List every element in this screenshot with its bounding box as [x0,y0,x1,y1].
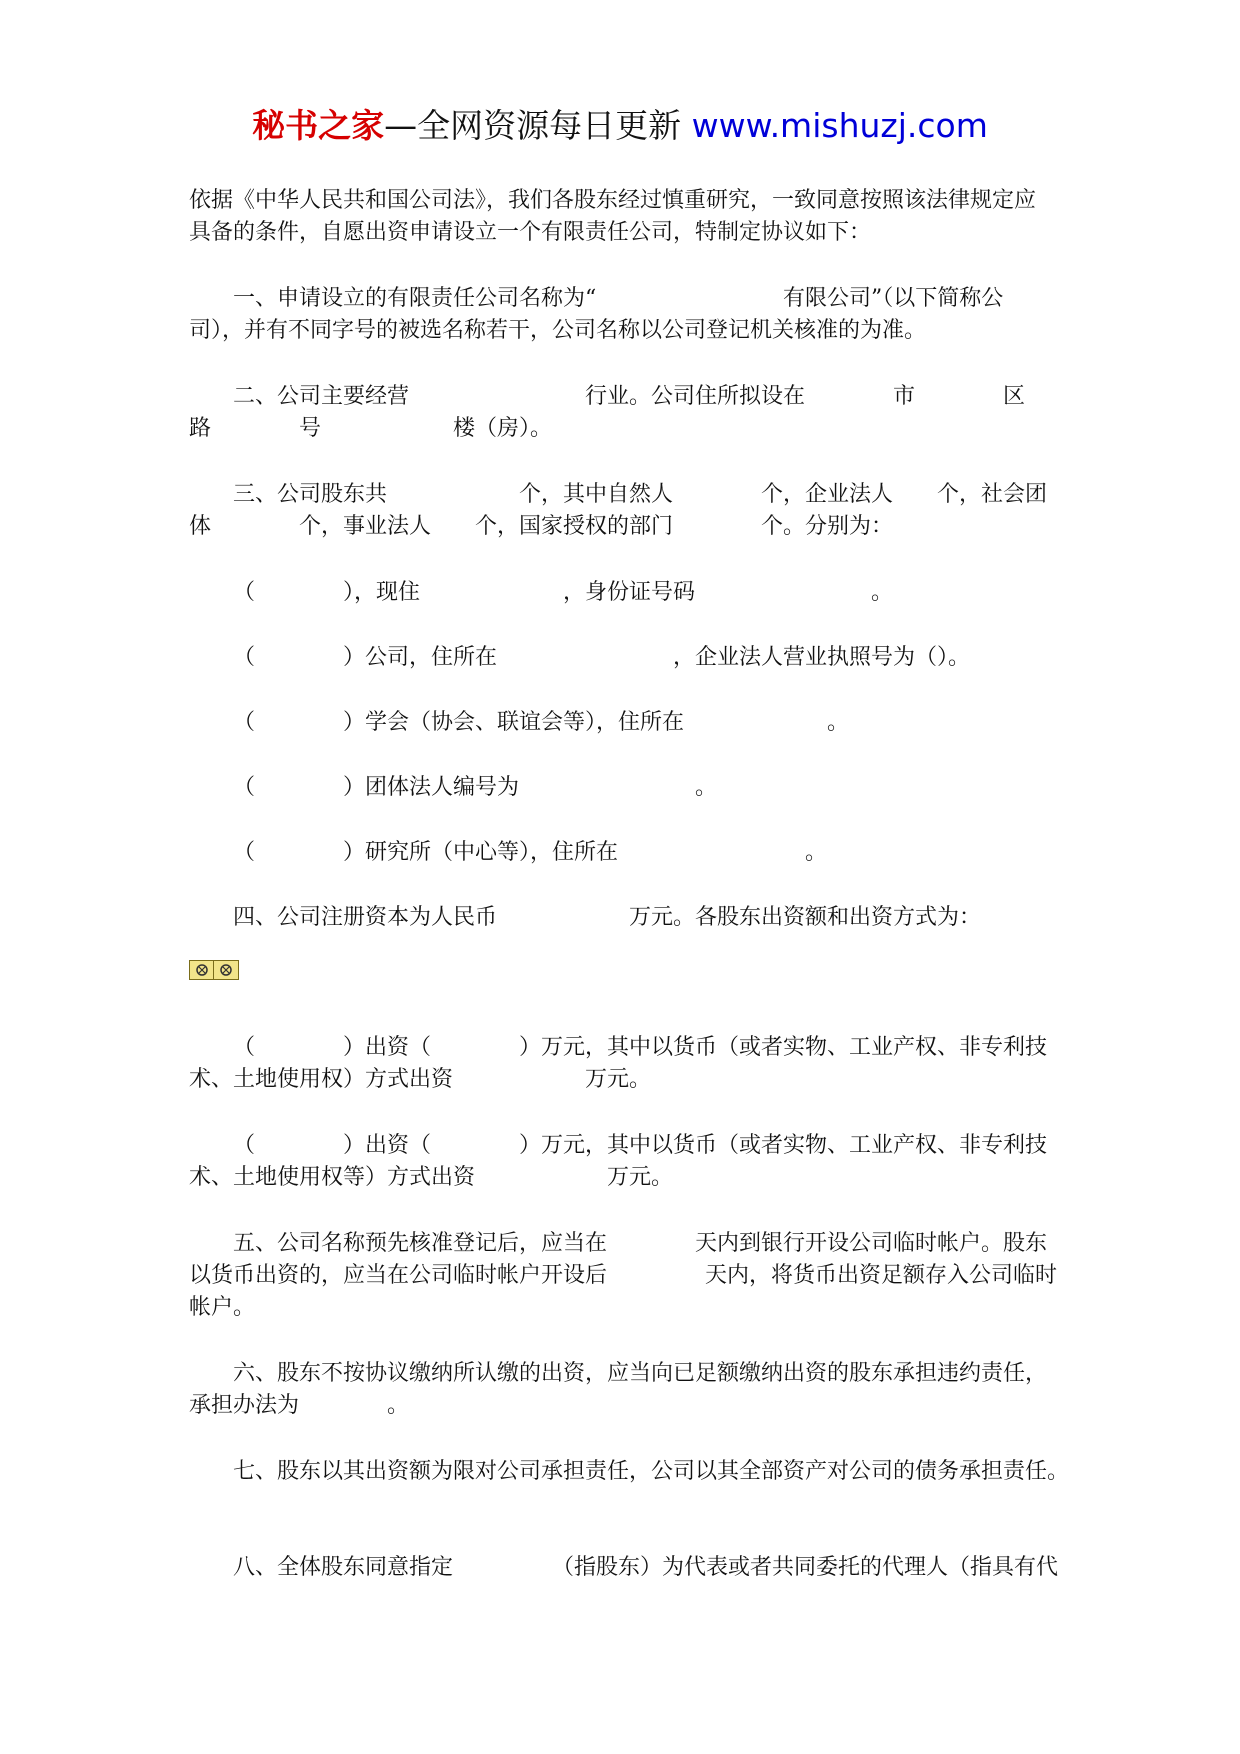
contrib-text: 万元。 [607,1165,674,1190]
section-3-text: 体 [189,514,212,539]
section-1-line-2: 司），并有不同字号的被选名称若干，公司名称以公司登记机关核准的为准。 [189,318,927,343]
section-3-text: 个，社会团 [937,482,1048,507]
list-text: ）公司，住所在 [343,645,498,670]
section-3-text: 个。分别为： [761,514,894,539]
list-text: 。 [695,775,718,800]
shareholder-item [0,712,1240,736]
section-2-text: 楼（房）。 [453,416,553,441]
section-6-text: 。 [387,1393,410,1418]
section-3-line-1 [0,484,1240,508]
section-3-text: 个，其中自然人 [519,482,674,507]
contribution-line-2 [0,1069,1240,1093]
list-text: ，企业法人营业执照号为（）。 [673,645,971,670]
contrib-text: ）出资（ [343,1133,432,1158]
section-3-text: 个，事业法人 [299,514,432,539]
section-4-text: 万元。各股东出资额和出资方式为： [629,905,982,930]
embedded-object-icon[interactable] [214,960,239,980]
intro-line-1: 依据《中华人民共和国公司法》，我们各股东经过慎重研究，一致同意按照该法律规定应 [189,188,1037,213]
section-6-text: 承担办法为 [189,1393,300,1418]
contribution-line-2 [0,1167,1240,1191]
list-text: （ [233,580,256,605]
banner-url[interactable]: www.mishuzj.com [681,106,988,145]
embedded-object[interactable] [189,960,239,980]
contrib-text: ）出资（ [343,1035,432,1060]
list-text: 。 [805,840,828,865]
embedded-object-icon[interactable] [189,960,214,980]
section-1-text: 有限公司”（以下简称公 [783,286,1004,311]
list-text: （ [233,710,256,735]
section-3-text: 个，企业法人 [761,482,894,507]
list-text: ）学会（协会、联谊会等），住所在 [343,710,685,735]
section-2-text: 行业。公司住所拟设在 [585,384,806,409]
section-2-text: 二、公司主要经营 [233,384,410,409]
section-5-text: 五、公司名称预先核准登记后，应当在 [233,1231,608,1256]
list-text: ，身份证号码 [563,580,696,605]
section-1-text: 一、申请设立的有限责任公司名称为“ [233,286,597,311]
section-2-line-2 [0,418,1240,442]
section-7-line: 七、股东以其出资额为限对公司承担责任，公司以其全部资产对公司的债务承担责任。 [233,1459,1070,1484]
list-text: （ [233,645,256,670]
section-4-line [0,907,1240,931]
contrib-text: 术、土地使用权等）方式出资 [189,1165,476,1190]
section-5-line-1 [0,1233,1240,1257]
contrib-text: （ [233,1035,256,1060]
section-3-text: 个，国家授权的部门 [475,514,674,539]
contrib-text: 万元。 [585,1067,652,1092]
section-2-text: 区 [1003,384,1026,409]
section-5-line-3: 帐户。 [189,1295,256,1320]
shareholder-item [0,777,1240,801]
shareholder-item [0,842,1240,866]
section-8-line [0,1557,1240,1581]
list-text: ）团体法人编号为 [343,775,520,800]
contrib-text: ）万元，其中以货币（或者实物、工业产权、非专利技 [519,1133,1048,1158]
list-text: （ [233,840,256,865]
list-text: ），现住 [343,580,421,605]
contrib-text: 术、土地使用权）方式出资 [189,1067,454,1092]
shareholder-item [0,582,1240,606]
list-text: 。 [827,710,850,735]
list-text: （ [233,775,256,800]
shareholder-item [0,647,1240,671]
section-5-text: 天内到银行开设公司临时帐户。股东 [695,1231,1048,1256]
section-5-line-2 [0,1265,1240,1289]
section-2-text: 号 [299,416,322,441]
section-4-text: 四、公司注册资本为人民币 [233,905,498,930]
section-2-line-1 [0,386,1240,410]
section-3-line-2 [0,516,1240,540]
section-1-line-1 [0,288,1240,312]
section-5-text: 以货币出资的，应当在公司临时帐户开设后 [189,1263,608,1288]
brand-name: 秘书之家 [252,106,385,145]
section-6-line-2 [0,1395,1240,1419]
contrib-text: （ [233,1133,256,1158]
list-text: 。 [871,580,894,605]
section-3-text: 三、公司股东共 [233,482,388,507]
section-2-text: 市 [893,384,916,409]
contribution-line-1 [0,1037,1240,1061]
contribution-line-1 [0,1135,1240,1159]
banner-tagline: —全网资源每日更新 [384,106,682,145]
intro-line-2: 具备的条件，自愿出资申请设立一个有限责任公司，特制定协议如下： [189,220,872,245]
site-banner [0,100,1240,147]
contrib-text: ）万元，其中以货币（或者实物、工业产权、非专利技 [519,1035,1048,1060]
list-text: ）研究所（中心等），住所在 [343,840,619,865]
section-8-text: 八、全体股东同意指定 [233,1555,454,1580]
section-6-line-1: 六、股东不按协议缴纳所认缴的出资，应当向已足额缴纳出资的股东承担违约责任， [233,1361,1048,1386]
section-8-text: （指股东）为代表或者共同委托的代理人（指具有代 [552,1555,1059,1580]
section-5-text: 天内，将货币出资足额存入公司临时 [705,1263,1058,1288]
section-2-text: 路 [189,416,212,441]
